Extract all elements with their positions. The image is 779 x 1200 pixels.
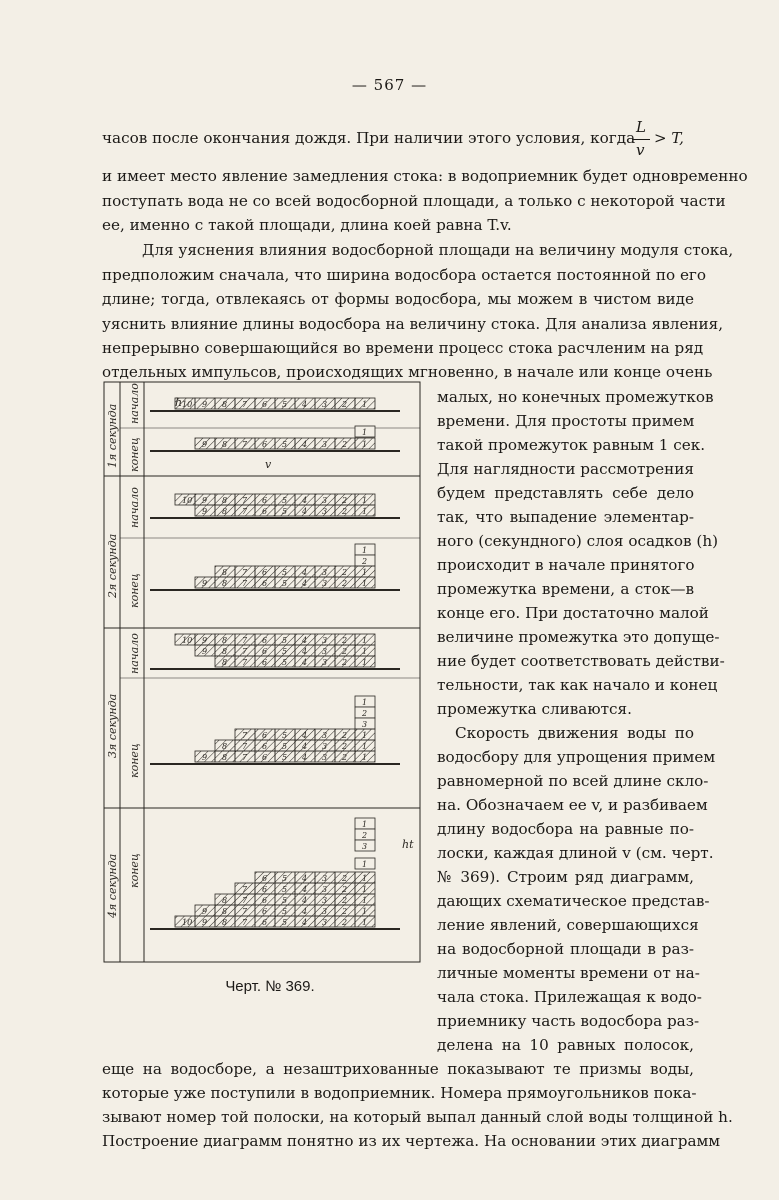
diagram-block-number: 1 [362,546,368,555]
diagram-block-number: 1 [362,440,368,449]
panel-1-state-end: конец [128,437,141,472]
text-line: Для уяснения влияния водосборной площади на величину модуля стока, [142,241,734,259]
diagram-block-number: 8 [222,440,228,449]
diagram-block-number: 2 [342,636,348,645]
page-number: — 567 — [351,76,428,94]
diagram-block-number: 4 [302,918,308,927]
diagram-block-number: 4 [302,753,308,762]
diagram-block-number: 4 [302,400,308,409]
panel-2-side-label: 2я секунда [106,533,119,598]
panel-4-state-end: конец [128,853,141,888]
diagram-block-number: 1 [362,731,368,740]
diagram-block-number: 5 [282,896,288,905]
diagram-block-number: 3 [362,842,368,851]
diagram-block-number: 4 [302,658,308,667]
label-ht: ht [402,838,414,851]
diagram-block-number: 6 [262,579,268,588]
diagram-block-number: 6 [262,918,268,927]
diagram-block-number: 7 [242,731,248,740]
diagram-block-number: 7 [242,507,248,516]
diagram-block-number: 5 [282,885,288,894]
text-line: зывают номер той полоски, на который выпал данный слой воды толщиной h. [102,1108,733,1126]
text-line: величине промежутка это допуще- [437,628,720,646]
diagram-block-number: 8 [222,907,228,916]
diagram-block-number: 4 [302,731,308,740]
text-line: промежутка времени, а сток—в [437,580,694,598]
diagram-block-number: 1 [362,496,368,505]
diagram-block-number: 9 [202,579,208,588]
diagram-block-number: 6 [262,731,268,740]
text-line: Для наглядности рассмотрения [437,460,694,478]
diagram-block-number: 9 [202,918,208,927]
panel-3-side-label: 3я секунда [106,693,119,758]
diagram-block-number: 8 [222,753,228,762]
text-line: равномерной по всей длине скло- [437,772,709,790]
panel-3-state-end: конец [128,743,141,778]
diagram-block-number: 8 [222,568,228,577]
diagram-block-number: 2 [342,658,348,667]
diagram-block-number: 5 [282,579,288,588]
diagram-block-number: 3 [322,507,328,516]
formula-denominator: v [636,141,645,159]
diagram-block-number: 1 [362,820,368,829]
panel-2-state-end: конец [128,573,141,608]
text-line: ние будет соответствовать действи- [437,652,725,670]
diagram-block-number: 2 [342,440,348,449]
diagram-block-number: 7 [242,568,248,577]
diagram-block-number: 5 [282,874,288,883]
text-line: отдельных импульсов, происходящих мгновенно, в начале или конце очень [102,363,713,381]
diagram-block-number: 5 [282,568,288,577]
diagram-block-number: 8 [222,400,228,409]
diagram-block-number: 9 [202,496,208,505]
text-line: делена на 10 равных полосок, [437,1036,694,1054]
diagram-block-number: 2 [342,568,348,577]
diagram-block-number: 7 [242,579,248,588]
text-line: личные моменты времени от на- [437,964,700,982]
diagram-block-number: 3 [322,753,328,762]
text-line: на водосборной площади в раз- [437,940,694,958]
diagram-block-number: 1 [362,579,368,588]
diagram-block-number: 3 [322,874,328,883]
formula-rest: > T, [654,129,684,147]
diagram-block-number: 2 [342,496,348,505]
diagram-block-number: 2 [342,579,348,588]
diagram-block-number: 10 [182,400,193,409]
diagram-block-number: 7 [242,918,248,927]
formula [622,118,692,162]
diagram-block-number: 8 [222,647,228,656]
diagram-block-number: 6 [262,636,268,645]
diagram-block-number: 3 [322,636,328,645]
panel-3-state-start: начало [128,633,141,674]
text-line: предположим сначала, что ширина водосбора остается постоянной по его [102,266,707,284]
diagram-block-number: 2 [342,400,348,409]
diagram-block-number: 5 [282,647,288,656]
diagram-block-number: 8 [222,918,228,927]
diagram-block-number: 9 [202,647,208,656]
diagram-block-number: 1 [362,742,368,751]
diagram-block-number: 7 [242,496,248,505]
diagram-block-number: 4 [302,742,308,751]
diagram-block-number: 5 [282,918,288,927]
diagram-block-number: 9 [202,753,208,762]
diagram-block-number: 2 [362,831,368,840]
text-line: часов после окончания дождя. При наличии этого условия, когда [102,129,636,147]
diagram-block-number: 1 [362,428,368,437]
diagram-block-number: 3 [322,907,328,916]
diagram-block-number: 6 [262,400,268,409]
panel-4-side-label: 4я секунда [106,853,119,918]
diagram-block-number: 9 [202,907,208,916]
diagram-block-number: 6 [262,874,268,883]
diagram-block-number: 3 [322,885,328,894]
diagram-block-number: 3 [322,647,328,656]
diagram-block-number: 4 [302,440,308,449]
diagram-block-number: 6 [262,658,268,667]
diagram-block-number: 8 [222,496,228,505]
diagram-block-number: 8 [222,636,228,645]
diagram-block-number: 2 [342,885,348,894]
text-line: еще на водосборе, а незаштрихованные показывают те призмы воды, [102,1060,694,1078]
text-line: длину водосбора на равные по- [437,820,694,838]
text-line: ее, именно с такой площади, длина коей равна T.v. [102,216,512,234]
text-line: которые уже поступили в водоприемник. Номера прямоугольников пока- [102,1084,697,1102]
diagram-block-number: 3 [322,742,328,751]
panel-1-side-label: 1я секунда [106,403,119,468]
diagram-block-number: 6 [262,896,268,905]
diagram-block-number: 2 [342,647,348,656]
diagram-block-number: 2 [362,709,368,718]
diagram-block-number: 3 [322,918,328,927]
label-v: v [265,458,272,471]
figure-caption: Черт. № 369. [225,978,315,995]
diagram-block-number: 2 [342,907,348,916]
diagram-block-number: 1 [362,507,368,516]
diagram-block-number: 1 [362,885,368,894]
runoff-diagram [100,378,430,968]
diagram-block-number: 5 [282,636,288,645]
diagram-block-number: 3 [362,720,368,729]
text-line: Построение диаграмм понятно из их чертежа. На основании этих диаграмм [102,1132,721,1150]
diagram-block-number: 1 [362,400,368,409]
diagram-block-number: 9 [202,400,208,409]
text-line: длине; тогда, отвлекаясь от формы водосбора, мы можем в чистом виде [102,290,694,308]
diagram-block-number: 2 [342,507,348,516]
diagram-block-number: 1 [362,874,368,883]
diagram-block-number: 3 [322,400,328,409]
text-line: времени. Для простоты примем [437,412,695,430]
diagram-block-number: 6 [262,507,268,516]
diagram-block-number: 7 [242,896,248,905]
text-line: малых, но конечных промежутков [437,388,714,406]
diagram-block-number: 5 [282,400,288,409]
diagram-block-number: 7 [242,753,248,762]
diagram-block-number: 4 [302,896,308,905]
diagram-block-number: 3 [322,579,328,588]
diagram-block-number: 1 [362,658,368,667]
diagram-block-number: 1 [362,647,368,656]
diagram-block-number: 3 [322,658,328,667]
diagram-block-number: 4 [302,579,308,588]
diagram-block-number: 4 [302,874,308,883]
diagram-block-number: 6 [262,496,268,505]
diagram-block-number: 7 [242,907,248,916]
diagram-block-number: 1 [362,636,368,645]
diagram-block-number: 3 [322,568,328,577]
diagram-block-number: 5 [282,907,288,916]
diagram-block-number: 2 [342,753,348,762]
diagram-block-number: 1 [362,918,368,927]
diagram-block-number: 9 [202,440,208,449]
diagram-block-number: 4 [302,636,308,645]
diagram-block-number: 6 [262,568,268,577]
text-line: водосбору для упрощения примем [437,748,716,766]
text-line: конце его. При достаточно малой [437,604,709,622]
diagram-block-number: 3 [322,731,328,740]
diagram-block-number: 10 [182,496,193,505]
diagram-block-number: 10 [182,636,193,645]
diagram-block-number: 7 [242,647,248,656]
diagram-block-number: 9 [202,507,208,516]
diagram-block-number: 10 [182,918,193,927]
diagram-block-number: 5 [282,658,288,667]
text-line: и имеет место явление замедления стока: в водоприемник будет одновременно [102,167,748,185]
diagram-block-number: 5 [282,440,288,449]
diagram-block-number: 7 [242,636,248,645]
diagram-block-number: 5 [282,731,288,740]
diagram-block-number: 9 [202,636,208,645]
diagram-block-number: 5 [282,507,288,516]
text-line: приемнику часть водосбора раз- [437,1012,700,1030]
diagram-block-number: 4 [302,496,308,505]
diagram-block-number: 2 [342,896,348,905]
diagram-block-number: 1 [362,860,368,869]
formula-numerator: L [636,118,646,136]
diagram-block-number: 8 [222,896,228,905]
panel-2-state-start: начало [128,487,141,528]
diagram-block-number: 2 [342,874,348,883]
diagram-block-number: 4 [302,647,308,656]
text-line: непрерывно совершающийся во времени процесс стока расчленим на ряд [102,339,704,357]
diagram-block-number: 2 [342,918,348,927]
diagram-block-number: 2 [342,731,348,740]
text-line: лоски, каждая длиной v (см. черт. [437,844,714,862]
text-line: дающих схематическое представ- [437,892,710,910]
diagram-block-number: 4 [302,907,308,916]
diagram-block-number: 6 [262,753,268,762]
diagram-block-number: 4 [302,568,308,577]
text-line: тельности, так как начало и конец [437,676,718,694]
text-line: ного (секундного) слоя осадков (h) [437,532,719,550]
diagram-block-number: 1 [362,698,368,707]
diagram-block-number: 6 [262,885,268,894]
diagram-block-number: 8 [222,579,228,588]
diagram-block-number: 4 [302,507,308,516]
diagram-block-number: 3 [322,896,328,905]
text-line: ление явлений, совершающихся [437,916,699,934]
diagram-block-number: 3 [322,440,328,449]
diagram-block-number: 3 [322,496,328,505]
diagram-block-number: 8 [222,658,228,667]
diagram-block-number: 4 [302,885,308,894]
text-line: уяснить влияние длины водосбора на величину стока. Для анализа явления, [102,315,724,333]
text-line: на. Обозначаем ее v, и разбиваем [437,796,708,814]
diagram-block-number: 6 [262,742,268,751]
diagram-block-number: 1 [362,896,368,905]
text-line: будем представлять себе дело [437,484,694,502]
diagram-block-number: 1 [362,753,368,762]
text-line: так, что выпадение элементар- [437,508,694,526]
text-line: поступать вода не со всей водосборной площади, а только с некоторой части [102,192,726,210]
diagram-block-number: 1 [362,907,368,916]
diagram-block-number: 5 [282,753,288,762]
text-line: происходит в начале принятого [437,556,695,574]
diagram-block-number: 8 [222,507,228,516]
diagram-block-number: 7 [242,400,248,409]
diagram-block-number: 2 [342,742,348,751]
text-line: чала стока. Прилежащая к водо- [437,988,702,1006]
diagram-block-number: 5 [282,496,288,505]
text-line: промежутка сливаются. [437,700,632,718]
diagram-block-number: 2 [362,557,368,566]
diagram-block-number: 7 [242,885,248,894]
diagram-block-number: 6 [262,440,268,449]
label-h: h [175,396,183,409]
diagram-block-number: 6 [262,647,268,656]
diagram-block-number: 7 [242,440,248,449]
text-line: такой промежуток равным 1 сек. [437,436,706,454]
diagram-block-number: 7 [242,658,248,667]
panel-1-state-start: начало [128,383,141,424]
diagram-block-number: 6 [262,907,268,916]
text-line: № 369). Строим ряд диаграмм, [437,868,694,886]
diagram-block-number: 8 [222,742,228,751]
diagram-block-number: 7 [242,742,248,751]
diagram-block-number: 5 [282,742,288,751]
diagram-block-number: 1 [362,568,368,577]
text-line: Скорость движения воды по [455,724,694,742]
